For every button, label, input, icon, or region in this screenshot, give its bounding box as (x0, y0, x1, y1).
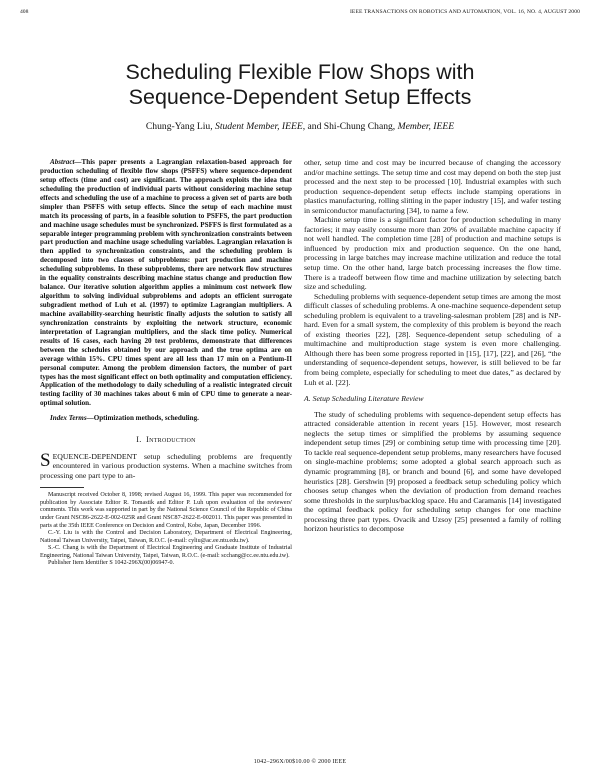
intro-first-word: EQUENCE-DEPENDENT (52, 451, 137, 461)
body-paragraph-2: Machine setup time is a significant factor for production scheduling in many factories; it may easily consume more than 20% of available machine capacity if not well handled. The completion time [28] of production and machine setups is influenced by production mix and production sequence. On the one hand, processing in large batches may increase machine utilization and reduce the total setup time. On the other hand, large batch processing increases the flow time. There is a tradeoff between flow time and machine utilization by selecting batch size and scheduling. (304, 215, 561, 292)
index-terms-label: Index Terms— (50, 414, 94, 423)
page-number: 408 (20, 9, 29, 15)
intro-text: setup scheduling problems are frequently encountered in various production systems. When a machine switches from processing one part type to an- (40, 451, 292, 480)
index-terms-text: Optimization methods, scheduling. (93, 414, 199, 423)
author-1-role: Student Member, IEEE, (215, 121, 306, 132)
footnote-manuscript: Manuscript received October 8, 1998; revised August 16, 1999. This paper was recommended for publication by Associate Editor R. Tomastik and Editor P. Luh upon evaluation of the reviewers' comments. This work was supported in part by the National Science Council of the Republic of China under Grant NSC86-2622-E-002-025R and Grant NSC87-2622-E-002011. This paper was presented in parts at the 35th IEEE Conference on Decision and Control, Kobe, Japan, December 1996. (40, 492, 292, 529)
abstract (40, 158, 292, 408)
paper-title (0, 60, 600, 110)
footnote-rule (40, 487, 84, 488)
footnote-author-1: C.-Y. Liu is with the Control and Decision Laboratory, Department of Electrical Engineering, National Taiwan University, Taipei, Taiwan, R.O.C. (e-mail: cyliu@ac.ee.ntu.edu.tw). (40, 530, 292, 544)
drop-cap: S (40, 449, 51, 471)
left-column (40, 158, 292, 568)
author-2: and Shi-Chung Chang, (307, 121, 396, 132)
title-line-2: Sequence-Dependent Setup Effects (128, 85, 472, 109)
footnote-author-2: S.-C. Chang is with the Department of Electrical Engineering and Graduate Institute of Industrial Engineering, National Taiwan University, Taipei, Taiwan, R.O.C. (e-mail: scchang@cc.ee.ntu.edu.tw). (40, 545, 292, 559)
body-paragraph-1: other, setup time and cost may be incurred because of changing the accessory and/or machine settings. The setup time and cost may depend on both the step just processed and the next step to be processed [10]. Industrial examples with such production sequence-dependent setup effects include stamping operations in plastics manufacturing, rolling slitting in the paper industry [15], and wafer testing in semiconductor manufacturing [34], to name a few. (304, 158, 561, 215)
journal-citation: IEEE TRANSACTIONS ON ROBOTICS AND AUTOMATION, VOL. 16, NO. 4, AUGUST 2000 (349, 9, 580, 15)
index-terms (40, 414, 292, 423)
footnotes (40, 492, 292, 567)
author-2-role: Member, IEEE (397, 121, 455, 132)
abstract-label: Abstract— (50, 158, 82, 166)
section-title: Introduction (146, 435, 196, 445)
section-heading (40, 435, 292, 445)
intro-paragraph (40, 449, 292, 481)
subsection-heading: A. Setup Scheduling Literature Review (304, 394, 424, 404)
body-paragraph-3: Scheduling problems with sequence-dependent setup times are among the most difficult classes of scheduling problems. A one-machine sequence-dependent setup scheduling problem is equivalent to a traveling-salesman problem [28] and is NP-hard. Even for a small system, the complexity of this problem is beyond the reach of existing theories [22], [28]. Sequence-dependent setup scheduling of a multimachine and multiproduction stage system is even more challenging. Although there has been some progress reported in [15], [17], [22], and [26], “the understanding of sequence-dependent setups, however, is still believed to be far from being complete, especially for scheduling to meet due dates,” as declared by Luh et al. [22]. (304, 291, 561, 387)
title-line-1: Scheduling Flexible Flow Shops with (125, 60, 475, 84)
section-numeral: I. (136, 435, 142, 445)
body-paragraph-4: The study of scheduling problems with sequence-dependent setup effects has attracted considerable attention in recent years [15]. However, most research neglects the setup times or simplified the problems by assuming sequence independent setup times [29] or combining setup time with processing time [20]. To tackle real sequence-dependent setup problems, many researchers have focused on single-machine problems; some adopted a global search approach such as dynamic programming [8], or branch and bound [6], and some have developed heuristics [28]. Gershwin [9] proposed a feedback setup scheduling policy which chooses setup changes when the deviation of production from demand reaches some thresholds in the surplus/backlog space. Hu and Caramanis [14] investigated the optimal feedback policy for scheduling setup changes for one machine processing three part types. Ovacik and Uzsoy [25] presented a family of rolling horizon heuristics to decompose (304, 409, 561, 534)
abstract-text: This paper presents a Lagrangian relaxation-based approach for production scheduling of flexible flow shops (PSFFS) where sequence-dependent setup effects (time and cost) are significant. The approach exploits the idea that scheduling the production of individual parts without considering machine setup effects and scheduling the use of a machine to process a given set of parts are both simpler than PSFFS with setup effects. Since the setup of each machine must match its processing of parts, in a feasible solution to PSFFS, the part production and machine usage schedules must be synchronized. PSFFS is first formulated as a separable integer programming problem with synchronization constraints between part production and machine usage scheduling variables. Lagrangian relaxation is then applied to synchronization constraints, and the scheduling problem is decomposed into two classes of subproblems: part production and machine scheduling subproblems. In these subproblems, there are network flow structures in the equality constraints describing machine status change and production flow balance. Our iterative solution algorithm applies a minimum cost network flow algorithm to solving individual subproblems and adopts an efficient surrogate subgradient method of Luh et al. (1997) to optimize Lagrangian multipliers. A machine availability-searching heuristic finally adjusts the solution to satisfy all synchronization constraints by exploiting the network structure, economic interpretation of Lagrangian multipliers, and the slack time policy. Numerical results of 16 cases, each having 20 test problems, demonstrate that differences between the schedules obtained by our approach and the true optima are on average within 15%. CPU times spent are all less than 17 min on a Pentium-II personal computer. Among the problem dimension factors, the number of part types has the most significant effect on both optimality and computation efficiency. Application of the methodology to daily scheduling of a realistic integrated circuit testing facility of 30 machines takes about 6 min of CPU time to generate a near-optimal solution. (40, 158, 292, 408)
author-1: Chung-Yang Liu, (145, 121, 213, 132)
footnote-publisher-id: Publisher Item Identifier S 1042-296X(00)06947-0. (48, 560, 175, 567)
right-column (304, 158, 561, 534)
author-line (0, 121, 600, 132)
copyright-footer: 1042–296X/00$10.00 © 2000 IEEE (253, 759, 347, 765)
